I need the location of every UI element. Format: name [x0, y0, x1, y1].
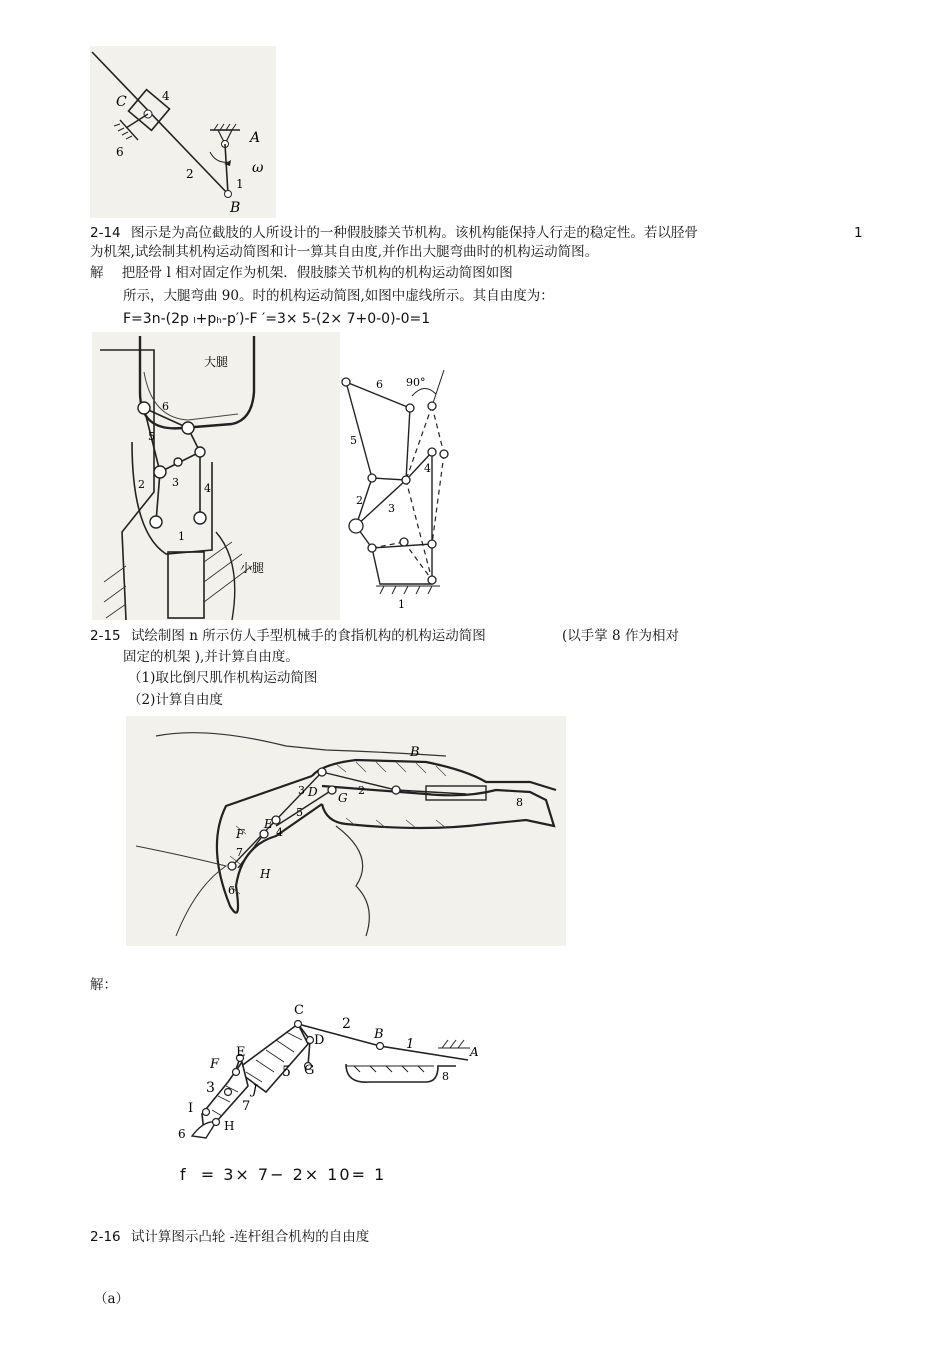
label-3: 3 — [206, 1080, 215, 1096]
label-3: 3 — [172, 476, 179, 489]
label-C: C — [294, 1003, 304, 1018]
problem-2-15-item2: （2)计算自由度 — [128, 692, 223, 708]
label-2: 2 — [342, 1016, 351, 1032]
label-3: 3 — [298, 784, 305, 797]
problem-2-15-item1: （1)取比倒尺肌作机构运动简图 — [128, 670, 318, 686]
label-E: E — [236, 1045, 246, 1060]
solution-2-14-line2: 所示，大腿弯曲 90。时的机构运动简图,如图中虚线所示。其自由度为： — [123, 288, 554, 304]
label-2: 2 — [358, 784, 365, 797]
label-3: 3 — [388, 502, 395, 515]
label-5: 5 — [282, 1064, 291, 1080]
label-J: J — [252, 1083, 258, 1098]
label-B: B — [374, 1027, 384, 1042]
problem-text: 图示是为高位截肢的人所设计的一种假肢膝关节机构。该机构能保持人行走的稳定性。若以胫骨 — [130, 225, 698, 241]
label-F: F — [210, 1057, 220, 1072]
label-6: 6 — [178, 1127, 186, 1141]
label-1: 1 — [406, 1037, 415, 1052]
label-6: 6 — [162, 400, 169, 413]
label-G: G — [304, 1063, 315, 1078]
label-C: C — [116, 94, 127, 110]
label-4: 4 — [204, 482, 211, 495]
label-5: 5 — [148, 430, 155, 443]
label-B: B — [410, 745, 420, 760]
figure-hand-kinematic — [170, 996, 486, 1156]
label-thigh: 大腿 — [204, 355, 229, 369]
label-6: 6 — [116, 145, 124, 159]
label-D: D — [314, 1033, 325, 1048]
solution-2-15-label: 解： — [90, 977, 117, 993]
problem-2-15-line2: 固定的机架 ),并计算自由度。 — [123, 649, 299, 665]
problem-2-15-line1b: (以手掌 8 作为相对 — [562, 628, 679, 644]
problem-number: 2-15 — [90, 628, 121, 644]
label-4: 4 — [424, 462, 431, 475]
figure-robotic-hand — [126, 716, 566, 946]
label-4: 4 — [276, 826, 283, 839]
label-7: 7 — [242, 1099, 251, 1114]
label-omega: ω — [252, 160, 264, 176]
label-angle: 90° — [406, 376, 426, 389]
problem-text: 试绘制图 n 所示仿人手型机械手的食指机构的机构运动简图 — [130, 628, 486, 644]
label-7: 7 — [236, 846, 243, 859]
problem-number: 2-14 — [90, 225, 121, 241]
label-1: 1 — [178, 530, 185, 543]
label-2: 2 — [138, 478, 145, 491]
label-2: 2 — [356, 494, 363, 507]
label-I: I — [188, 1101, 194, 1116]
label-5: 5 — [296, 806, 303, 819]
solution-label: 解 — [90, 265, 104, 281]
label-8: 8 — [516, 796, 523, 809]
figure-knee-kinematic — [340, 360, 468, 614]
problem-2-14-number-1: 1 — [854, 225, 863, 241]
label-5: 5 — [350, 434, 357, 447]
problem-2-16-line1 — [90, 1228, 369, 1246]
formula-f: f — [180, 1165, 186, 1184]
label-1: 1 — [398, 598, 405, 611]
problem-number: 2-16 — [90, 1229, 121, 1245]
label-E: E — [264, 817, 273, 831]
formula-body: = 3× 7− 2× 10= 1 — [200, 1165, 387, 1184]
solution-2-14-line1 — [90, 264, 513, 282]
formula-2-15 — [180, 1164, 386, 1186]
label-H: H — [260, 867, 271, 881]
label-shank: 小腿 — [240, 561, 265, 575]
label-A: A — [470, 1045, 479, 1059]
label-4: 4 — [162, 89, 170, 103]
problem-2-15-line1 — [90, 627, 486, 645]
label-6: 6 — [228, 884, 235, 897]
label-G: G — [338, 791, 348, 805]
problem-2-16-sub: （a） — [94, 1291, 130, 1307]
figure-prosthetic-knee — [92, 332, 340, 620]
label-F: F — [236, 827, 245, 841]
label-B: B — [230, 200, 241, 216]
label-H: H — [224, 1119, 235, 1133]
label-A: A — [250, 130, 261, 146]
label-6: 6 — [376, 378, 383, 391]
formula-2-14: F=3n-(2p ₗ+pₕ-p′)-F ′=3× 5-(2× 7+0-0)-0=1 — [123, 311, 431, 327]
label-1: 1 — [236, 177, 244, 191]
label-D: D — [308, 785, 318, 799]
label-2: 2 — [186, 167, 194, 181]
problem-2-14-line1 — [90, 224, 698, 242]
solution-text: 把胫骨 l 相对固定作为机架．假肢膝关节机构的机构运动简图如图 — [121, 265, 513, 281]
problem-2-14-line2: 为机架,试绘制其机构运动简图和计一算其自由度,并作出大腿弯曲时的机构运动简图。 — [90, 244, 599, 260]
figure-slider-mechanism — [90, 46, 276, 218]
label-8: 8 — [442, 1070, 449, 1083]
problem-text: 试计算图示凸轮 -连杆组合机构的自由度 — [130, 1229, 370, 1245]
